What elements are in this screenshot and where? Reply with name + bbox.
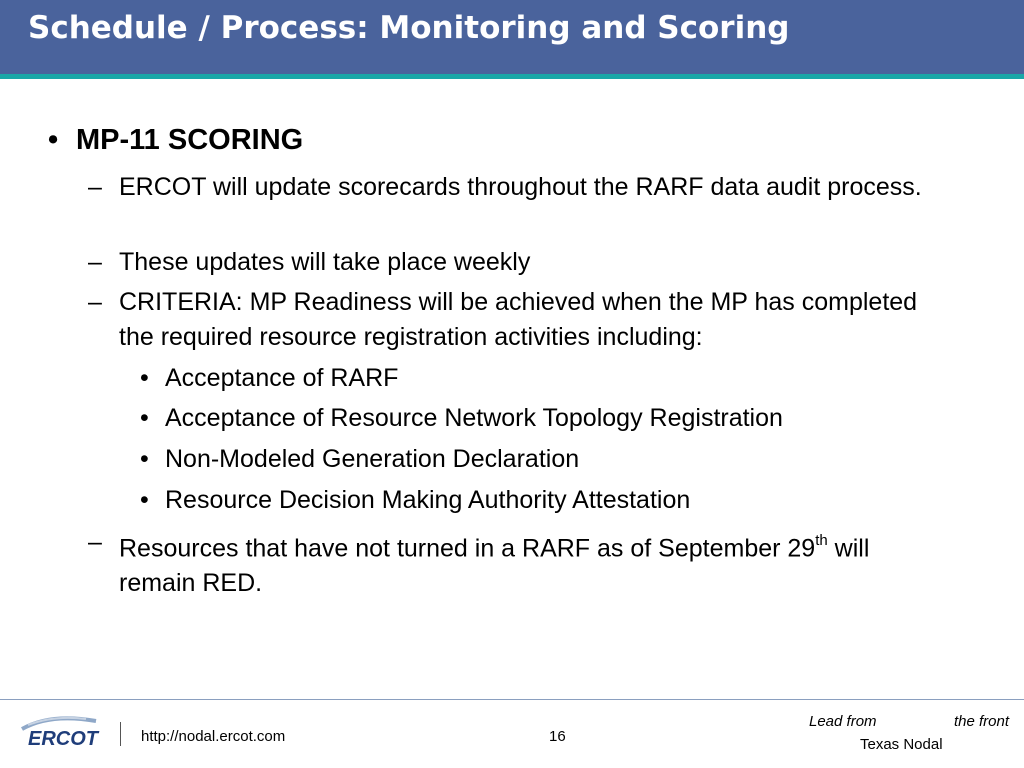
tagline-left: Lead from xyxy=(809,713,877,730)
dash-glyph: – xyxy=(88,248,102,276)
title-accent-stripe xyxy=(0,74,1024,79)
bullet-glyph: • xyxy=(140,445,149,473)
item-text: These updates will take place weekly xyxy=(119,248,531,276)
logo-wordmark: ERCOT xyxy=(28,728,98,750)
item-text: ERCOT will update scorecards throughout the RARF data audit process. xyxy=(119,173,922,201)
footer-subtagline: Texas Nodal xyxy=(860,736,943,753)
item-text-main: Resources that have not turned in a RARF as of September 29 xyxy=(119,534,816,563)
item-text-tail: will remain RED. xyxy=(119,534,870,598)
ercot-logo xyxy=(20,711,102,751)
section-heading: MP-11 SCORING xyxy=(76,124,304,156)
sub-item-text: Resource Decision Making Authority Attestation xyxy=(165,486,691,514)
ercot-logo-graphic xyxy=(20,711,102,751)
sub-item-text: Acceptance of RARF xyxy=(165,364,399,392)
slide-title: Schedule / Process: Monitoring and Scoring xyxy=(28,10,790,46)
item-text xyxy=(119,525,939,601)
page-number: 16 xyxy=(549,728,566,745)
dash-glyph: – xyxy=(88,528,102,556)
footer-divider xyxy=(0,699,1024,700)
footer-url: http://nodal.ercot.com xyxy=(141,728,286,745)
dash-glyph: – xyxy=(88,173,102,201)
bullet-glyph: • xyxy=(140,364,149,392)
footer-separator xyxy=(120,722,121,746)
sub-item-text: Acceptance of Resource Network Topology Registration xyxy=(165,404,783,432)
tagline-right: the front xyxy=(954,713,1010,730)
title-bar xyxy=(0,0,1024,74)
ordinal-suffix: th xyxy=(815,532,828,549)
bullet-glyph: • xyxy=(140,404,149,432)
bullet-glyph: • xyxy=(140,486,149,514)
sub-item-text: Non-Modeled Generation Declaration xyxy=(165,445,580,473)
item-text: CRITERIA: MP Readiness will be achieved when the MP has completed the required resource registration activities including: xyxy=(119,288,918,351)
bullet-glyph: • xyxy=(48,124,59,156)
dash-glyph: – xyxy=(88,288,102,316)
